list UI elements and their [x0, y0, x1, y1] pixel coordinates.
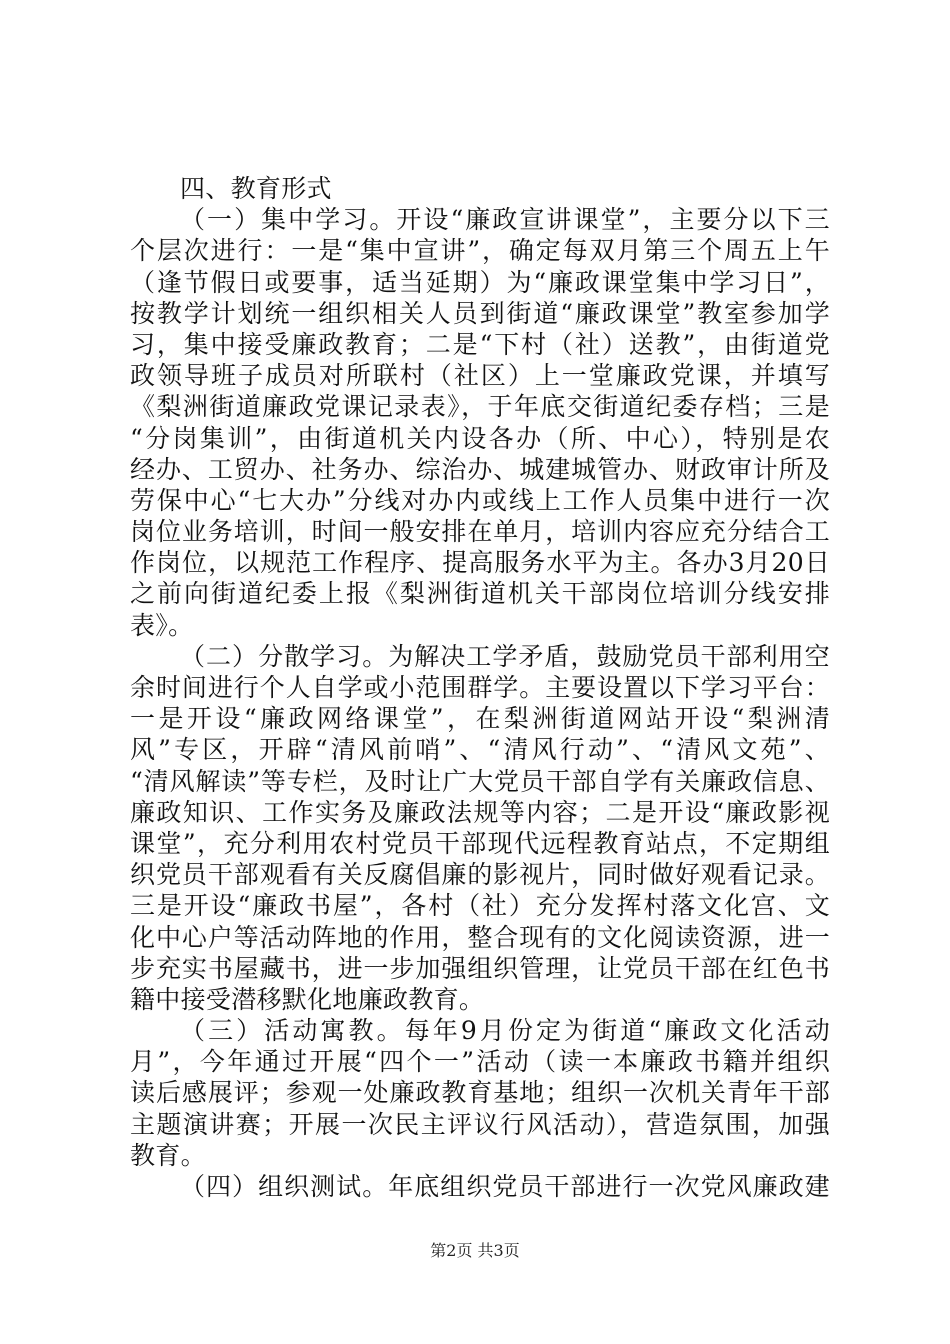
- paragraph-line: 籍中接受潜移默化地廉政教育。: [130, 984, 485, 1014]
- paragraph-line: “清风解读”等专栏，及时让广大党员干部自学有关廉政信息、: [130, 766, 830, 796]
- paragraph-line: 教育。: [130, 1140, 206, 1170]
- paragraph-line: 《梨洲街道廉政党课记录表》，于年底交街道纪委存档；三是: [130, 392, 830, 422]
- document-body: [130, 173, 830, 1202]
- paragraph-line: 政领导班子成员对所联村（社区）上一堂廉政党课，并填写: [130, 361, 830, 391]
- paragraph-line: 步充实书屋藏书，进一步加强组织管理，让党员干部在红色书: [130, 953, 830, 983]
- paragraph-line: （四）组织测试。年底组织党员干部进行一次党风廉政建: [180, 1172, 830, 1201]
- paragraph-line: 读后感展评；参观一处廉政教育基地；组织一次机关青年干部: [130, 1078, 830, 1108]
- paragraph-line: 一是开设“廉政网络课堂”，在梨洲街道网站开设“梨洲清: [130, 704, 830, 734]
- paragraph-line: 作岗位，以规范工作程序、提高服务水平为主。各办3月20日: [130, 548, 830, 578]
- paragraph-line: 经办、工贸办、社务办、综治办、城建城管办、财政审计所及: [130, 454, 830, 484]
- paragraph-line: 风”专区，开辟“清风前哨”、“清风行动”、“清风文苑”、: [130, 735, 830, 765]
- paragraph-line: 劳保中心“七大办”分线对办内或线上工作人员集中进行一次: [130, 485, 830, 515]
- paragraph-line: 习，集中接受廉政教育；二是“下村（社）送教”，由街道党: [130, 329, 830, 359]
- page-footer: 第2页 共3页: [430, 1241, 520, 1260]
- paragraph-line: （二）分散学习。为解决工学矛盾，鼓励党员干部利用空: [180, 641, 830, 671]
- paragraph-line: （一）集中学习。开设“廉政宣讲课堂”，主要分以下三: [180, 205, 830, 235]
- paragraph-line: （三）活动寓教。每年9月份定为街道“廉政文化活动: [180, 1016, 830, 1046]
- paragraph-line: 织党员干部观看有关反腐倡廉的影视片，同时做好观看记录。: [130, 860, 830, 890]
- paragraph-line: 三是开设“廉政书屋”，各村（社）充分发挥村落文化宫、文: [130, 891, 830, 921]
- paragraph-line: 月”，今年通过开展“四个一”活动（读一本廉政书籍并组织: [130, 1047, 830, 1077]
- paragraph-line: 余时间进行个人自学或小范围群学。主要设置以下学习平台：: [130, 673, 830, 702]
- paragraph-line: 岗位业务培训，时间一般安排在单月，培训内容应充分结合工: [130, 517, 830, 547]
- paragraph-line: 课堂”，充分利用农村党员干部现代远程教育站点，不定期组: [130, 828, 830, 858]
- paragraph-line: “分岗集训”，由街道机关内设各办（所、中心），特别是农: [130, 423, 830, 453]
- paragraph-line: 之前向街道纪委上报《梨洲街道机关干部岗位培训分线安排: [130, 579, 830, 609]
- paragraph-line: 化中心户等活动阵地的作用，整合现有的文化阅读资源，进一: [130, 922, 830, 952]
- paragraph-line: （逢节假日或要事，适当延期）为“廉政课堂集中学习日”，: [130, 267, 830, 297]
- paragraph-line: 表》。: [130, 610, 194, 640]
- section-heading: 四、教育形式: [180, 174, 332, 203]
- paragraph-line: 廉政知识、工作实务及廉政法规等内容；二是开设“廉政影视: [130, 797, 830, 827]
- paragraph-line: 主题演讲赛；开展一次民主评议行风活动），营造氛围，加强: [130, 1109, 830, 1139]
- paragraph-line: 个层次进行：一是“集中宣讲”，确定每双月第三个周五上午: [130, 236, 830, 266]
- paragraph-line: 按教学计划统一组织相关人员到街道“廉政课堂”教室参加学: [130, 298, 830, 328]
